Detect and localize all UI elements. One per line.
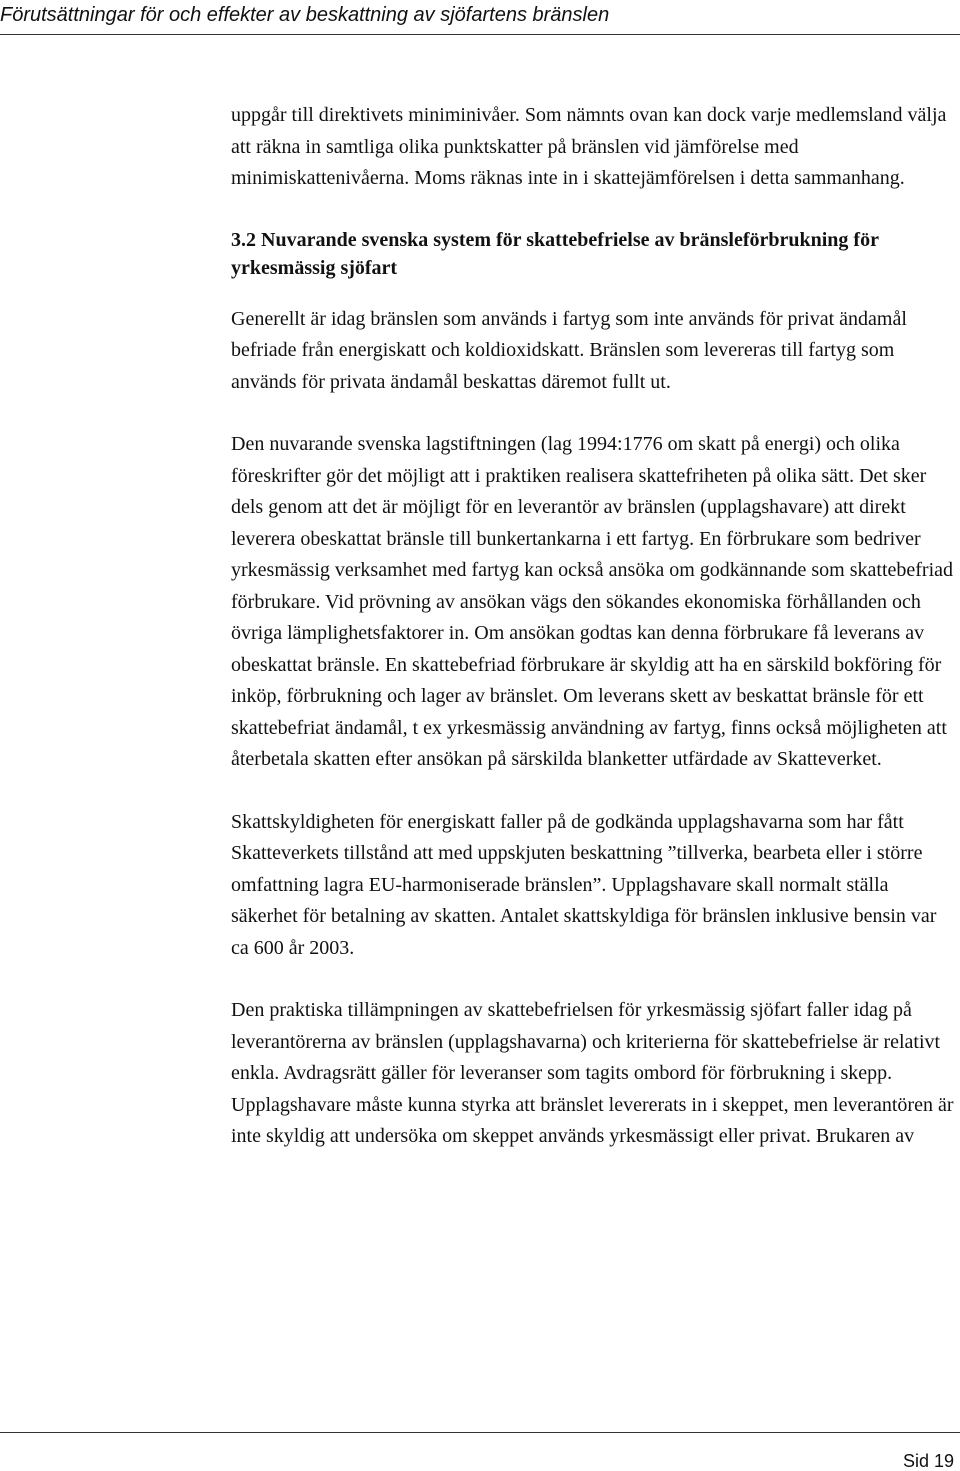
page-number: Sid 19 [902, 1451, 954, 1471]
paragraph-1: Generellt är idag bränslen som används i fartyg som inte används för privat ändamål befriade från energiskatt och koldioxidskatt. Bränslen som levereras till fartyg som används för privata ändamål beskattas däremot fullt ut. [231, 307, 907, 393]
header-rule [0, 34, 960, 35]
paragraph-3: Skattskyldigheten för energiskatt faller på de godkända upplagshavarna som har fått Skatteverkets tillstånd att med uppskjuten beskattning ”tillverka, bearbeta eller i större omfattning lagra EU-harmoniserade bränslen”. Upplagshavare skall normalt ställa säkerhet för betalning av skatten. Antalet skattskyldiga för bränslen inklusive bensin var ca 600 år 2003. [231, 810, 937, 959]
paragraph-4: Den praktiska tillämpningen av skattebefrielsen för yrkesmässig sjöfart faller idag på leverantörerna av bränslen (upplagshavarna) och kriterierna för skattebefrielse är relativt enkla. Avdragsrätt gäller för leveranser som tagits ombord för förbrukning i skepp. Upplagshavare måste kunna styrka att bränslet levererats in i skeppet, men leverantören är inte skyldig att undersöka om skeppet används yrkesmässigt eller privat. Brukaren av [231, 999, 954, 1147]
running-header [0, 0, 960, 38]
paragraph-intro: uppgår till direktivets miniminivåer. Som nämnts ovan kan dock varje medlemsland välja att räkna in samtliga olika punktskatter på bränslen vid jämförelse med minimiskattenivåerna. Moms räknas inte in i skattejämförelsen i detta sammanhang. [231, 104, 947, 189]
running-header-title: Förutsättningar för och effekter av beskattning av sjöfartens bränslen [0, 4, 610, 26]
paragraph-2: Den nuvarande svenska lagstiftningen (lag 1994:1776 om skatt på energi) och olika föreskrifter gör det möjligt att i praktiken realisera skattefriheten på olika sätt. Det sker dels genom att det är möjligt för en leverantör av bränslen (upplagshavare) att direkt leverera obeskattat bränsle till bunkertankarna i ett fartyg. En förbrukare som bedriver yrkesmässig verksamhet med fartyg kan också ansöka om godkännande som skattebefriad förbrukare. Vid prövning av ansökan vägs den sökandes ekonomiska förhållanden och övriga lämplighetsfaktorer in. Om ansökan godtas kan denna förbrukare få leverans av obeskattat bränsle. En skattebefriad förbrukare är skyldig att ha en särskild bokföring för inköp, förbrukning och lager av bränslet. Om leverans skett av beskattat bränsle för ett skattebefriat ändamål, t ex yrkesmässig användning av fartyg, finns också möjligheten att återbetala skatten efter ansökan på särskilda blanketter utfärdade av Skatteverket. [231, 433, 954, 770]
section-heading: 3.2 Nuvarande svenska system för skattebefrielse av bränsleförbrukning för yrkesmässig sjöfart [231, 228, 879, 279]
footer-rule [0, 1432, 960, 1433]
page-body [231, 100, 959, 1184]
